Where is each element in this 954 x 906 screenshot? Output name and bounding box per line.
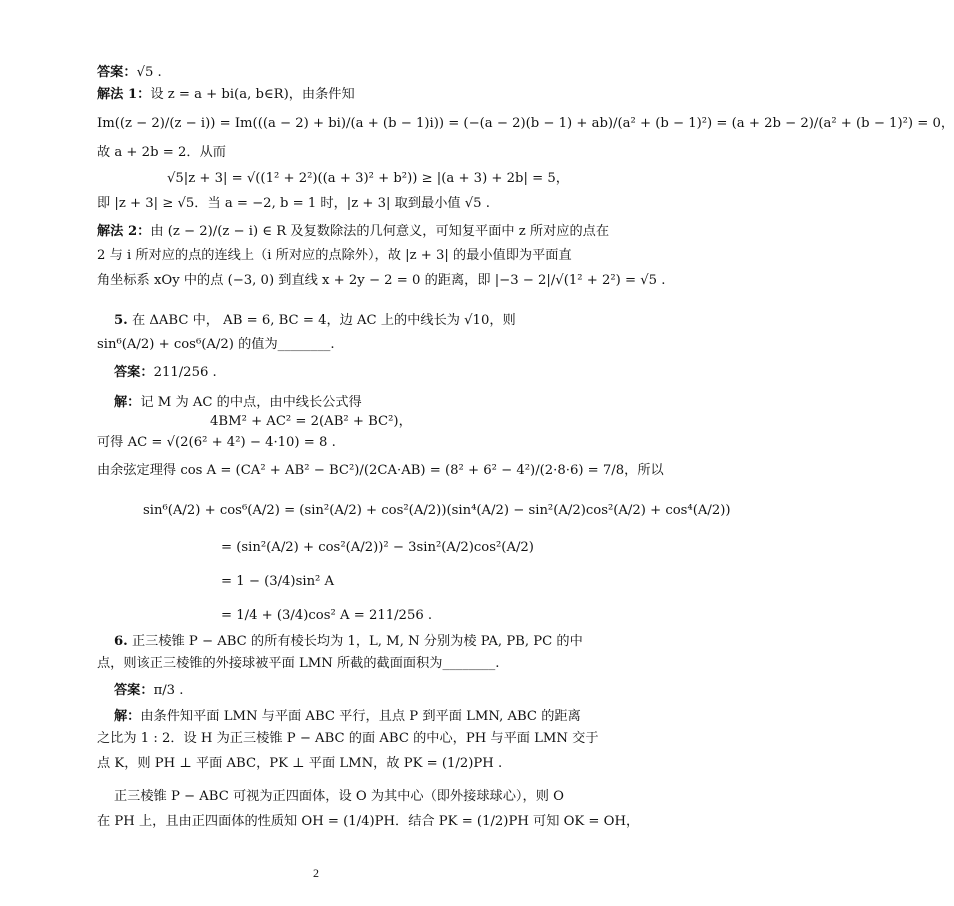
line-text: 正三棱锥 P − ABC 可视为正四面体，设 O 为其中心（即外接球球心），则 O: [114, 789, 564, 804]
line-text: 由余弦定理得 cos A = (CA² + AB² − BC²)/(2CA·AB) = (8² + 6² − 4²)/(2·8·6) = 7/8，所以: [97, 463, 664, 478]
line-text: 点 K，则 PH ⊥ 平面 ABC，PK ⊥ 平面 LMN，故 PK = (1/2)PH .: [97, 756, 503, 771]
text-line: [97, 813, 639, 831]
bold-label: 5.: [114, 313, 128, 328]
text-line: [97, 195, 490, 213]
line-text: 在 PH 上，且由正四面体的性质知 OH = (1/4)PH．结合 PK = (1/2)PH 可知 OK = OH，: [97, 814, 640, 829]
text-line: [97, 462, 664, 480]
text-line: [97, 730, 599, 748]
text-line: [114, 682, 183, 700]
text-line: [97, 223, 609, 241]
text-line: [114, 394, 362, 412]
text-line: [114, 633, 583, 651]
text-line: [97, 86, 355, 104]
line-text: 由 (z − 2)/(z − i) ∈ R 及复数除法的几何意义，可知复平面中 z 所对应的点在: [150, 224, 610, 239]
line-text: 角坐标系 xOy 中的点 (−3, 0) 到直线 x + 2y − 2 = 0 的距离，即 |−3 − 2|/√(1² + 2²) = √5 .: [97, 273, 666, 288]
line-text: 正三棱锥 P − ABC 的所有棱长均为 1，L, M, N 分别为棱 PA, PB, PC 的中: [127, 634, 583, 649]
line-text: = (sin²(A/2) + cos²(A/2))² − 3sin²(A/2)cos²(A/2): [221, 540, 534, 555]
line-text: sin⁶(A/2) + cos⁶(A/2) = (sin²(A/2) + cos²(A/2))(sin⁴(A/2) − sin²(A/2)cos²(A/2) + cos⁴(A/2)): [143, 503, 731, 518]
text-line: [143, 502, 731, 520]
line-text: √5|z + 3| = √((1² + 2²)((a + 3)² + b²)) ≥ |(a + 3) + 2b| = 5，: [167, 171, 569, 186]
text-line: [97, 247, 572, 265]
text-line: [97, 115, 954, 133]
bold-label: 解法 2：: [97, 224, 151, 239]
line-text: 2 与 i 所对应的点的连线上（i 所对应的点除外），故 |z + 3| 的最小值即为平面直: [97, 248, 572, 263]
bold-label: 答案：: [114, 683, 154, 698]
line-text: 211/256 .: [153, 365, 217, 380]
line-text: sin⁶(A/2) + cos⁶(A/2) 的值为________.: [97, 337, 335, 352]
bold-label: 答案：: [97, 65, 137, 80]
line-text: 即 |z + 3| ≥ √5．当 a = −2, b = 1 时，|z + 3| 取到最小值 √5 .: [97, 196, 490, 211]
text-line: [97, 144, 226, 162]
line-text: 由条件知平面 LMN 与平面 ABC 平行，且点 P 到平面 LMN, ABC 的距离: [140, 709, 581, 724]
text-line: [210, 413, 412, 431]
text-line: [221, 539, 534, 557]
text-line: [97, 64, 162, 82]
text-line: [97, 272, 665, 290]
bold-label: 解法 1：: [97, 87, 151, 102]
bold-label: 6.: [114, 634, 128, 649]
text-line: [114, 364, 217, 382]
bold-label: 答案：: [114, 365, 154, 380]
line-text: 点，则该正三棱锥的外接球被平面 LMN 所截的截面面积为________.: [97, 656, 500, 671]
line-text: π/3 .: [153, 683, 184, 698]
text-line: [221, 607, 432, 625]
text-line: [97, 434, 336, 452]
line-text: 可得 AC = √(2(6² + 4²) − 4·10) = 8 .: [97, 435, 336, 450]
text-line: [221, 573, 334, 591]
line-text: 4BM² + AC² = 2(AB² + BC²)，: [210, 414, 412, 429]
line-text: Im((z − 2)/(z − i)) = Im(((a − 2) + bi)/(a + (b − 1)i)) = (−(a − 2)(b − 1) + ab)/(a² + (b − 1)²) = (a + 2b − 2)/(a² + (b − 1)²) = 0，: [97, 116, 954, 131]
line-text: 设 z = a + bi(a, b∈R)，由条件知: [150, 87, 355, 102]
line-text: 故 a + 2b = 2．从而: [97, 145, 226, 160]
line-text: = 1 − (3/4)sin² A: [221, 574, 335, 589]
bold-label: 解：: [114, 395, 141, 410]
line-text: 之比为 1 : 2．设 H 为正三棱锥 P − ABC 的面 ABC 的中心，PH 与平面 LMN 交于: [97, 731, 599, 746]
page-number: 2: [313, 866, 319, 880]
text-line: [167, 170, 569, 188]
line-text: 在 ΔABC 中， AB = 6, BC = 4，边 AC 上的中线长为 √10，则: [127, 313, 516, 328]
line-text: 记 M 为 AC 的中点，由中线长公式得: [140, 395, 362, 410]
text-line: [114, 312, 516, 330]
text-line: [97, 755, 502, 773]
text-line: [97, 336, 335, 354]
line-text: √5 .: [136, 65, 162, 80]
line-text: = 1/4 + (3/4)cos² A = 211/256 .: [221, 608, 433, 623]
text-line: [114, 708, 581, 726]
text-line: [97, 655, 499, 673]
text-line: [114, 788, 564, 806]
bold-label: 解：: [114, 709, 141, 724]
